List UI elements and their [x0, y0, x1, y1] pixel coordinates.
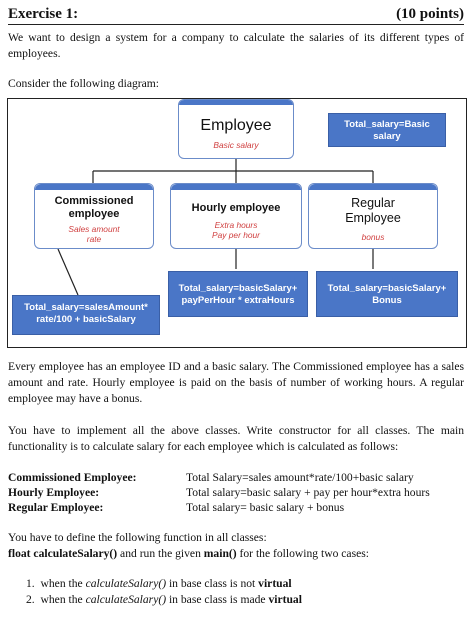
class-diagram [7, 98, 467, 348]
employees-paragraph: Every employee has an employee ID and a basic salary. The Commissioned employee has a sales amount and rate. Hourly employee is paid on the basis of number of working hours. A regular employee may have a bonus. [8, 360, 464, 405]
define-function-text: You have to define the following function in all classes: [8, 531, 267, 544]
employee-class-attr: Basic salary [213, 140, 259, 150]
regular-class-node [308, 183, 438, 249]
case-item-2 [26, 592, 302, 607]
hourly-formula-box [168, 271, 308, 317]
regular-attr: bonus [361, 232, 385, 242]
hourly-attr-line1: Extra hours [214, 220, 258, 230]
case-item-1 [26, 576, 292, 591]
function-signature: float calculateSalary() [8, 547, 118, 560]
exercise-header [8, 6, 464, 25]
regular-formula-line2: Bonus [372, 295, 402, 306]
commissioned-attr-line2: rate [86, 234, 102, 244]
hourly-class-node [170, 183, 302, 249]
formula-label: Regular Employee: [8, 501, 104, 514]
case-function: calculateSalary() [85, 577, 167, 590]
formula-value: Total salary=basic salary + pay per hour*extra hours [186, 486, 430, 499]
intro-paragraph: We want to design a system for a company to calculate the salaries of its different types of employees. [8, 31, 464, 60]
commissioned-attr-line1: Sales amount [68, 224, 120, 234]
commissioned-name-line2: employee [68, 208, 120, 220]
hourly-attr-line2: Pay per hour [212, 230, 260, 240]
employee-formula-box [328, 113, 446, 147]
regular-name-line1: Regular [351, 196, 395, 210]
exercise-title: Exercise 1: [8, 6, 79, 22]
commissioned-name-line1: Commissioned [54, 195, 134, 207]
run-end-text: for the following two cases: [236, 547, 369, 560]
employee-formula-text: Total_salary=Basic salary [344, 119, 430, 142]
commissioned-formula-line1: Total_salary=salesAmount* [24, 302, 148, 313]
case-prefix: when the [40, 593, 86, 606]
regular-name-line2: Employee [345, 211, 401, 225]
hourly-class-name: Hourly employee [191, 202, 281, 214]
case-keyword: virtual [268, 593, 302, 606]
case-number: 1. [26, 577, 35, 590]
hourly-formula-line1: Total_salary=basicSalary+ [178, 283, 298, 294]
formula-value: Total Salary=sales amount*rate/100+basic salary [186, 471, 414, 484]
commissioned-class-node [34, 183, 154, 249]
commissioned-formula-box [12, 295, 160, 335]
regular-formula-box [316, 271, 458, 317]
case-number: 2. [26, 593, 35, 606]
employee-class-node [178, 99, 294, 159]
run-main-text [8, 546, 464, 562]
case-prefix: when the [40, 577, 86, 590]
main-function: main() [203, 547, 237, 560]
hourly-formula-line2: payPerHour * extraHours [181, 295, 295, 306]
case-function: calculateSalary() [85, 593, 167, 606]
consider-text: Consider the following diagram: [8, 77, 160, 90]
regular-formula-line1: Total_salary=basicSalary+ [327, 283, 447, 294]
formula-label: Commissioned Employee: [8, 471, 137, 484]
commissioned-formula-line2: rate/100 + basicSalary [36, 314, 136, 325]
case-keyword: virtual [258, 577, 292, 590]
formula-value: Total salary= basic salary + bonus [186, 501, 345, 514]
implementation-paragraph: You have to implement all the above classes. Write constructor for all classes. The main functionality is to calculate salary for each employee which is calculated as follows: [8, 424, 464, 453]
run-mid-text: and run the given [117, 547, 204, 560]
exercise-points: (10 points) [396, 6, 464, 22]
case-middle: in base class is not [166, 577, 259, 590]
employee-class-name: Employee [200, 117, 272, 134]
formula-label: Hourly Employee: [8, 486, 100, 499]
case-middle: in base class is made [166, 593, 269, 606]
